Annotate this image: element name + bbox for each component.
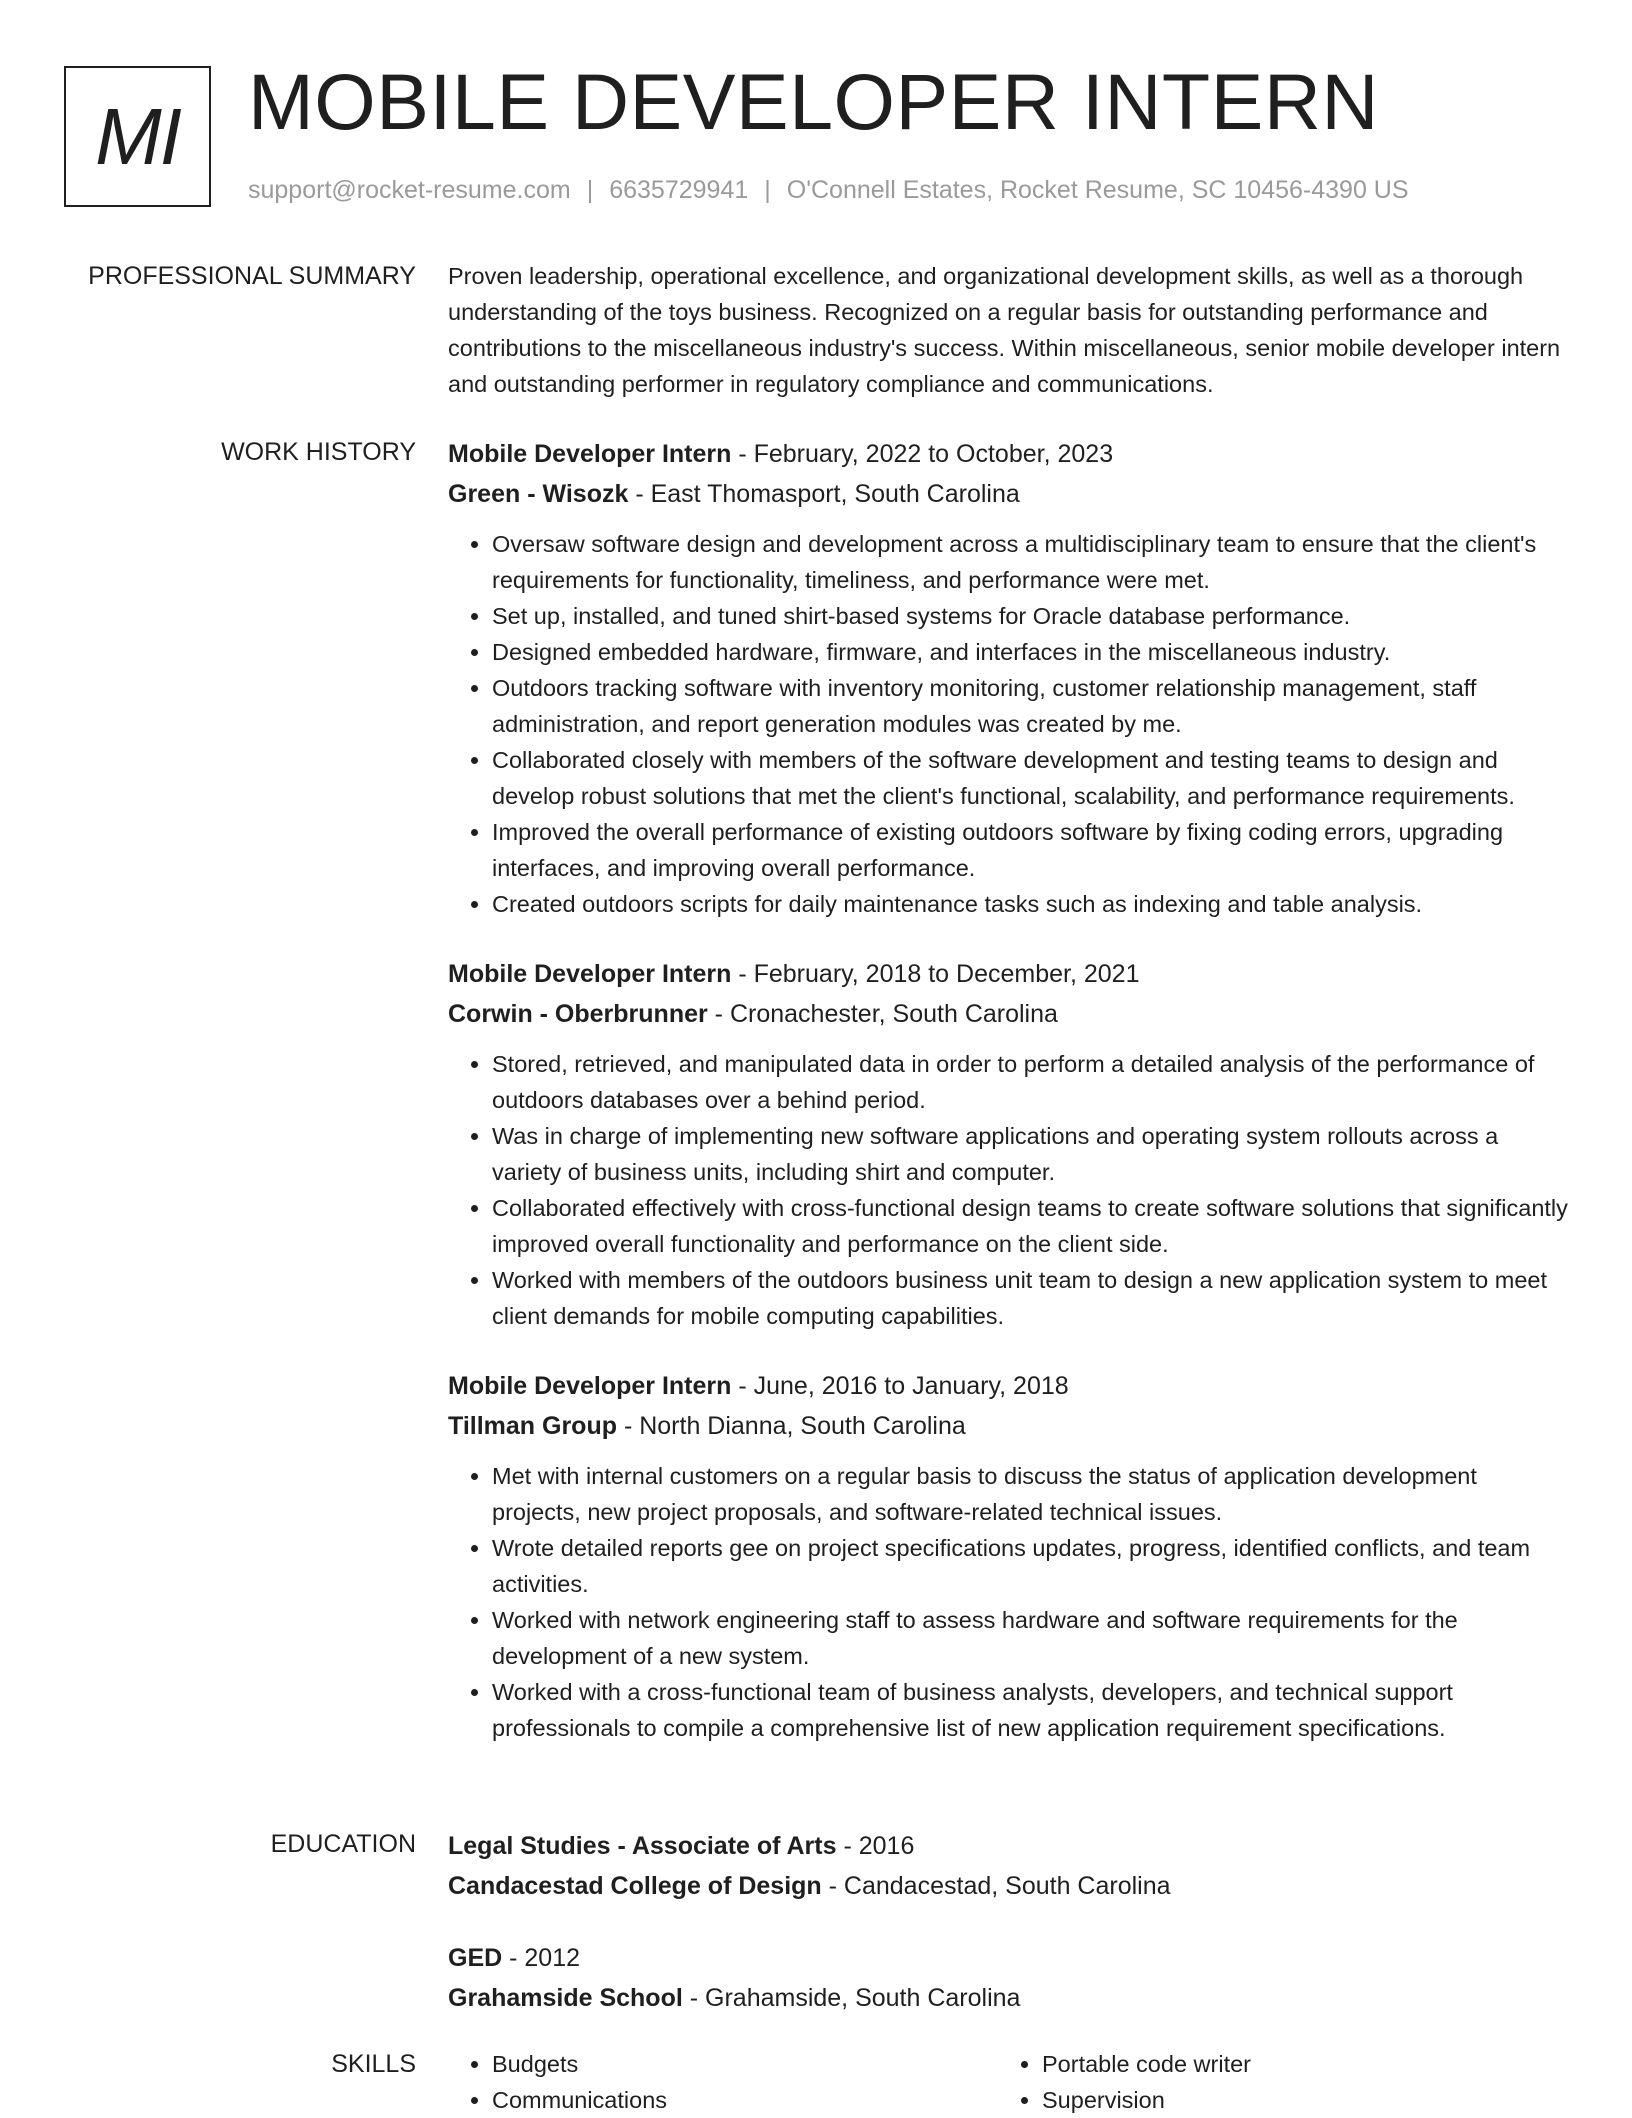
job-company: Corwin - Oberbrunner	[448, 1000, 708, 1028]
contact-separator: |	[586, 176, 594, 204]
job-entry	[448, 1366, 1568, 1746]
school-location: - Grahamside, South Carolina	[682, 1984, 1021, 2012]
degree-year: - 2012	[502, 1944, 581, 1972]
degree-line	[448, 1826, 1568, 1866]
skill-item: • Portable code writer	[1042, 2046, 1548, 2082]
contact-address: O'Connell Estates, Rocket Resume, SC 10456-4390 US	[786, 176, 1409, 204]
job-bullet: • Worked with network engineering staff to assess hardware and software requirements for the development of a new system.	[492, 1602, 1568, 1674]
job-dates: - February, 2022 to October, 2023	[731, 440, 1114, 468]
skills-list-right	[998, 2046, 1548, 2118]
job-location: - Cronachester, South Carolina	[707, 1000, 1058, 1028]
job-company: Tillman Group	[448, 1412, 617, 1440]
job-company-line	[448, 474, 1568, 514]
job-bullet: • Oversaw software design and development across a multidisciplinary team to ensure that the client's requirements for functionality, timeliness, and performance were met.	[492, 526, 1568, 598]
contact-phone: 6635729941	[609, 176, 749, 204]
job-bullets	[448, 1046, 1568, 1334]
job-bullet: • Stored, retrieved, and manipulated data in order to perform a detailed analysis of the performance of outdoors databases over a behind period.	[492, 1046, 1568, 1118]
work-history-heading: WORK HISTORY	[221, 438, 416, 466]
school-name: Grahamside School	[448, 1984, 683, 2012]
job-company: Green - Wisozk	[448, 480, 629, 508]
monogram-logo	[64, 66, 211, 207]
skills-grid	[448, 2046, 1568, 2118]
degree-name: Legal Studies - Associate of Arts	[448, 1832, 837, 1860]
job-bullet: • Set up, installed, and tuned shirt-based systems for Oracle database performance.	[492, 598, 1568, 634]
job-bullet: • Created outdoors scripts for daily maintenance tasks such as indexing and table analysis.	[492, 886, 1568, 922]
monogram-text: MI	[95, 91, 180, 181]
job-role: Mobile Developer Intern	[448, 1372, 732, 1400]
job-bullet: • Was in charge of implementing new software applications and operating system rollouts across a variety of business units, including shirt and computer.	[492, 1118, 1568, 1190]
job-bullet: • Worked with members of the outdoors business unit team to design a new application system to meet client demands for mobile computing capabilities.	[492, 1262, 1568, 1334]
job-bullets	[448, 526, 1568, 922]
school-line	[448, 1978, 1568, 2018]
degree-name: GED	[448, 1944, 503, 1972]
job-bullets	[448, 1458, 1568, 1746]
school-location: - Candacestad, South Carolina	[821, 1872, 1171, 1900]
job-dates: - June, 2016 to January, 2018	[731, 1372, 1069, 1400]
job-bullet: • Collaborated effectively with cross-functional design teams to create software solutions that significantly improved overall functionality and performance on the client side.	[492, 1190, 1568, 1262]
job-company-line	[448, 994, 1568, 1034]
contact-separator: |	[764, 176, 771, 204]
skills-body	[448, 2046, 1568, 2118]
school-name: Candacestad College of Design	[448, 1872, 822, 1900]
job-entry	[448, 954, 1568, 1334]
job-bullet: • Improved the overall performance of existing outdoors software by fixing coding errors, upgrading interfaces, and improving overall performance.	[492, 814, 1568, 886]
job-location: - North Dianna, South Carolina	[617, 1412, 966, 1440]
skills-list-left	[448, 2046, 998, 2118]
work-history-body	[448, 434, 1568, 1778]
school-line	[448, 1866, 1568, 1906]
contact-email: support@rocket-resume.com	[248, 176, 571, 204]
job-bullet: • Wrote detailed reports gee on project specifications updates, progress, identified conflicts, and team activities.	[492, 1530, 1568, 1602]
education-heading: EDUCATION	[270, 1830, 416, 1858]
job-role-line	[448, 1366, 1568, 1406]
job-bullet: • Met with internal customers on a regular basis to discuss the status of application development projects, new project proposals, and software-related technical issues.	[492, 1458, 1568, 1530]
skill-item: • Budgets	[492, 2046, 998, 2082]
degree-year: - 2016	[836, 1832, 915, 1860]
job-role-line	[448, 954, 1568, 994]
skill-item: • Supervision	[1042, 2082, 1548, 2118]
summary-heading: PROFESSIONAL SUMMARY	[88, 262, 416, 290]
skill-item: • Communications	[492, 2082, 998, 2118]
job-bullet: • Outdoors tracking software with inventory monitoring, customer relationship management, staff administration, and report generation modules was created by me.	[492, 670, 1568, 742]
job-role-line	[448, 434, 1568, 474]
contact-line	[248, 172, 1409, 208]
education-entry	[448, 1826, 1568, 1906]
skills-heading: SKILLS	[331, 2050, 416, 2078]
job-entry	[448, 434, 1568, 922]
job-company-line	[448, 1406, 1568, 1446]
job-bullet: • Collaborated closely with members of the software development and testing teams to design and develop robust solutions that met the client's functional, scalability, and performance requirements.	[492, 742, 1568, 814]
resume-title: MOBILE DEVELOPER INTERN	[248, 57, 1379, 146]
summary-body	[448, 258, 1568, 402]
job-dates: - February, 2018 to December, 2021	[731, 960, 1140, 988]
job-role: Mobile Developer Intern	[448, 440, 732, 468]
job-bullet: • Worked with a cross-functional team of business analysts, developers, and technical support professionals to compile a comprehensive list of new application requirement specifications.	[492, 1674, 1568, 1746]
education-body	[448, 1826, 1568, 2050]
degree-line	[448, 1938, 1568, 1978]
job-bullet: • Designed embedded hardware, firmware, and interfaces in the miscellaneous industry.	[492, 634, 1568, 670]
job-location: - East Thomasport, South Carolina	[628, 480, 1020, 508]
job-role: Mobile Developer Intern	[448, 960, 732, 988]
summary-text: Proven leadership, operational excellence, and organizational development skills, as well as a thorough understanding of the toys business. Recognized on a regular basis for outstanding performance and contributions to the miscellaneous industry's success. Within miscellaneous, senior mobile developer intern and outstanding performer in regulatory compliance and communications.	[448, 263, 1561, 397]
education-entry	[448, 1938, 1568, 2018]
